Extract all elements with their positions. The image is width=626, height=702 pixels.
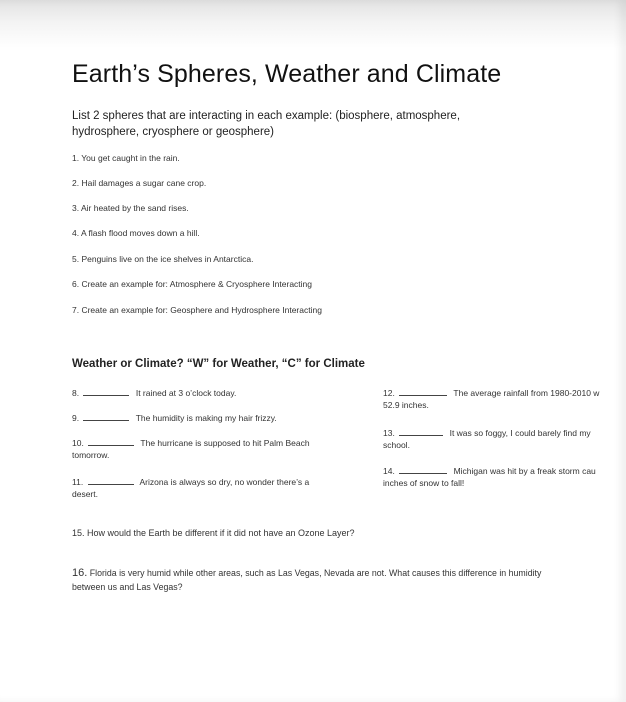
question-number: 10. [72, 438, 84, 448]
sphere-question-6: 6. Create an example for: Atmosphere & Cryosphere Interacting [72, 279, 313, 289]
question-text-continued: 52.9 inches. [383, 400, 429, 410]
question-text: Florida is very humid while other areas, such as Las Vegas, Nevada are not. What causes this difference in humidity between us and Las Vegas? [72, 568, 542, 592]
question-number: 9. [72, 413, 80, 423]
question-text: The average rainfall from 1980-2010 w [453, 388, 600, 398]
question-text-continued: school. [383, 440, 410, 450]
question-text-continued: tomorrow. [72, 450, 110, 460]
question-text: It was so foggy, I could barely find my [449, 428, 591, 438]
weather-question-8 [72, 387, 236, 399]
question-text-continued: inches of snow to fall! [383, 478, 465, 488]
weather-question-9 [72, 412, 277, 424]
sphere-question-1: 1. You get caught in the rain. [72, 153, 180, 163]
answer-blank[interactable] [399, 427, 443, 436]
sphere-question-3: 3. Air heated by the sand rises. [72, 203, 189, 213]
question-text: Arizona is always so dry, no wonder there’s a [139, 477, 310, 487]
weather-question-12 [383, 387, 599, 411]
sphere-question-5: 5. Penguins live on the ice shelves in Antarctica. [72, 254, 254, 264]
question-number: 13. [383, 428, 395, 438]
spheres-instructions: List 2 spheres that are interacting in each example: (biosphere, atmosphere, hydrosphere, cryosphere or geosphere) [72, 110, 461, 138]
sphere-question-7: 7. Create an example for: Geosphere and Hydrosphere Interacting [72, 305, 322, 315]
answer-blank[interactable] [399, 465, 447, 474]
answer-blank[interactable] [88, 437, 134, 446]
question-text: The hurricane is supposed to hit Palm Beach [140, 438, 310, 448]
question-number: 16. [72, 567, 88, 579]
weather-climate-heading: Weather or Climate? “W” for Weather, “C” for Climate [72, 358, 365, 370]
question-text: The humidity is making my hair frizzy. [135, 413, 277, 423]
humidity-question [72, 566, 542, 594]
question-number: 12. [383, 388, 395, 398]
weather-question-14 [383, 465, 596, 489]
question-text: It rained at 3 o’clock today. [135, 388, 237, 398]
weather-question-10 [72, 437, 310, 461]
answer-blank[interactable] [83, 412, 129, 421]
ozone-question: 15. How would the Earth be different if it did not have an Ozone Layer? [72, 528, 355, 538]
question-text-continued: desert. [72, 489, 98, 499]
weather-question-11 [72, 476, 309, 500]
weather-question-13 [383, 427, 591, 451]
sphere-question-4: 4. A flash flood moves down a hill. [72, 228, 200, 238]
answer-blank[interactable] [83, 387, 129, 396]
answer-blank[interactable] [88, 476, 134, 485]
question-number: 14. [383, 466, 395, 476]
worksheet-title: Earth’s Spheres, Weather and Climate [72, 60, 502, 88]
question-number: 8. [72, 388, 80, 398]
sphere-question-2: 2. Hail damages a sugar cane crop. [72, 178, 207, 188]
question-text: Michigan was hit by a freak storm cau [453, 466, 596, 476]
answer-blank[interactable] [399, 387, 447, 396]
question-number: 11. [72, 477, 84, 487]
